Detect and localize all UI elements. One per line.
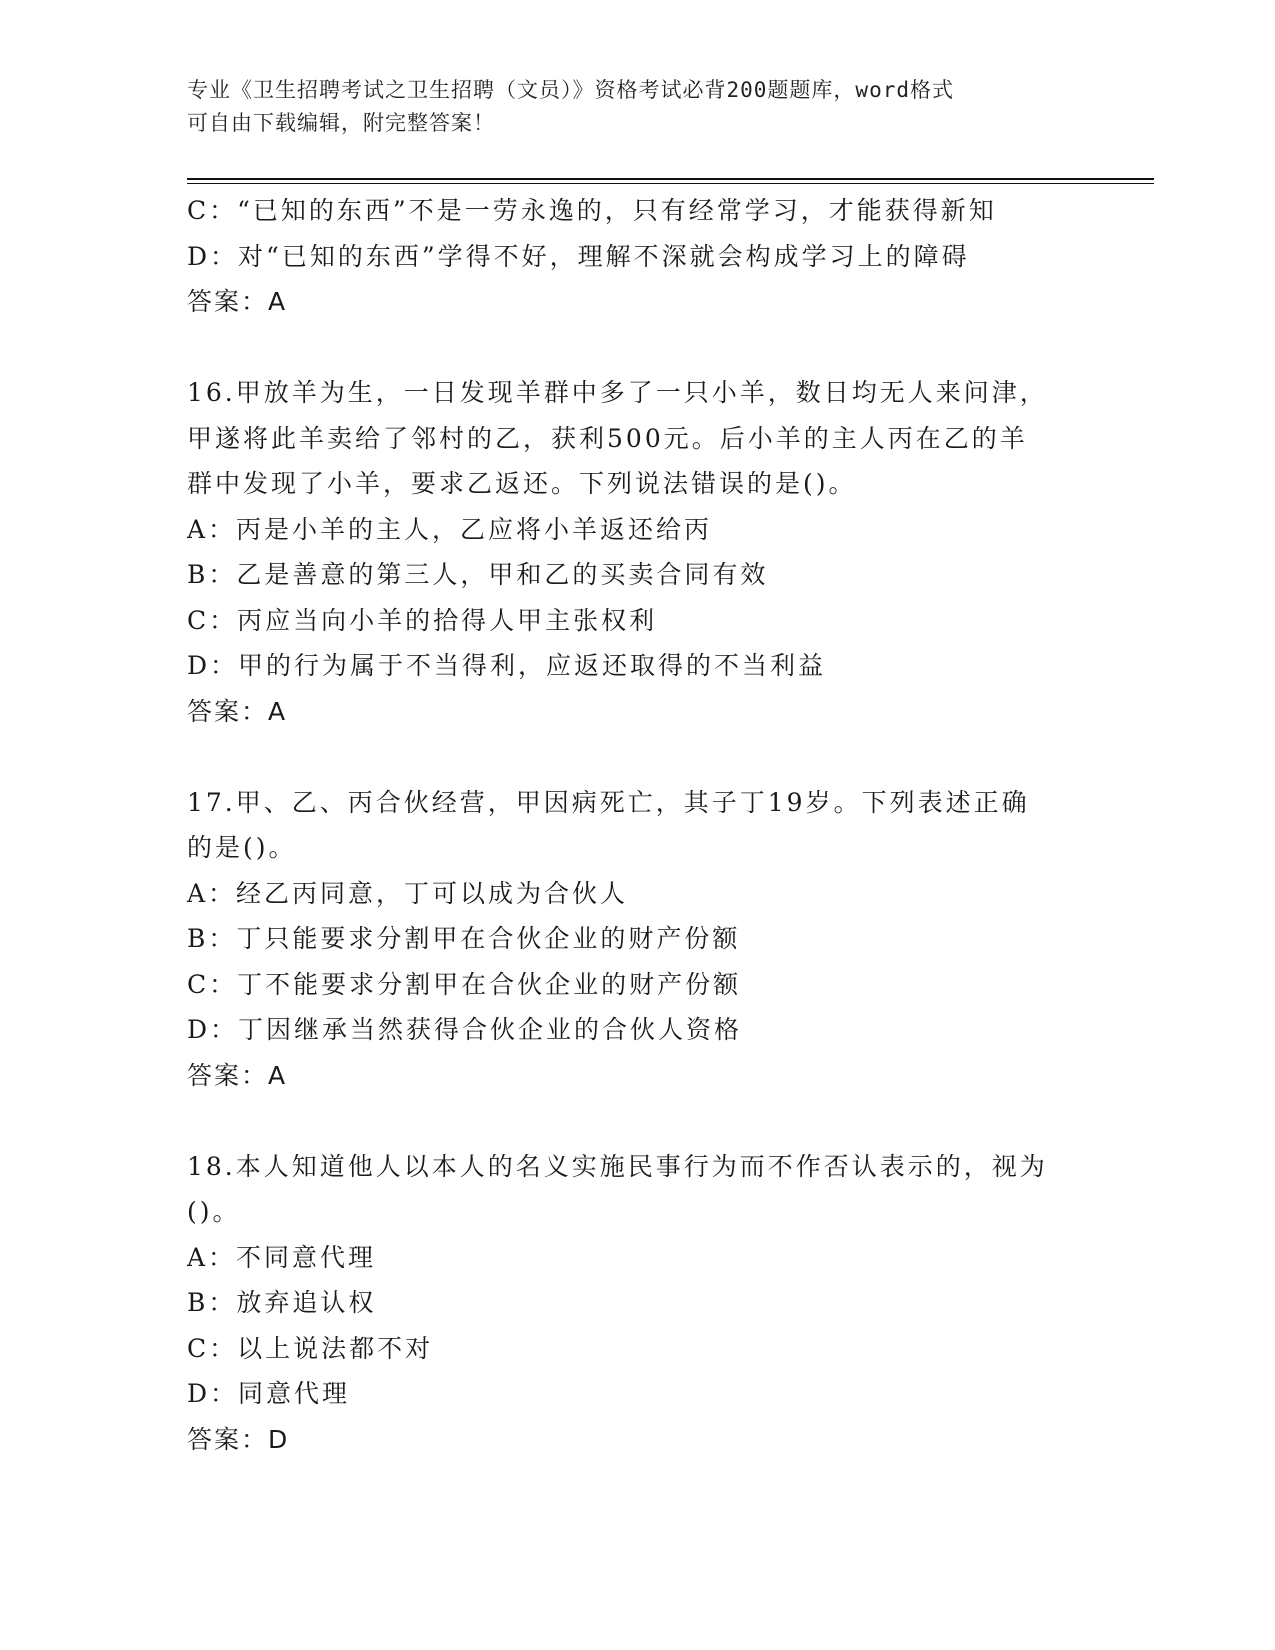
option-a: A：不同意代理 [187,1242,377,1272]
document-header [187,74,1067,140]
question-18 [187,1144,1087,1463]
answer: 答案：A [187,287,288,316]
question-16 [187,370,1087,734]
option-b: B：乙是善意的第三人，甲和乙的买卖合同有效 [187,560,769,589]
option-b: B：放弃追认权 [187,1288,377,1317]
question-stem: 的是()。 [187,833,297,862]
answer: 答案：A [187,696,288,726]
option-d: D：丁因继承当然获得合伙企业的合伙人资格 [187,1015,743,1044]
header-rule-thick [187,178,1154,180]
header-line-2: 可自由下载编辑，附完整答案！ [187,111,495,135]
answer: 答案：D [187,1424,290,1454]
question-stem: 甲遂将此羊卖给了邻村的乙，获利500元。后小羊的主人丙在乙的羊 [187,423,1028,453]
question-stem: 群中发现了小羊，要求乙返还。下列说法错误的是()。 [187,469,857,498]
option-d: D：同意代理 [187,1379,351,1408]
header-rule-thin [187,183,1154,184]
option-c: C：以上说法都不对 [187,1333,434,1363]
question-17 [187,780,1087,1099]
question-stem: 17.甲、乙、丙合伙经营，甲因病死亡，其子丁19岁。下列表述正确 [187,787,1030,817]
option-a: A：丙是小羊的主人，乙应将小羊返还给丙 [187,514,713,544]
answer: 答案：A [187,1060,288,1090]
option-c: C：丁不能要求分割甲在合伙企业的财产份额 [187,969,742,999]
spacer [187,734,1087,780]
option-a: A：经乙丙同意，丁可以成为合伙人 [187,878,629,908]
question-list [187,188,1087,1462]
spacer [187,325,1087,371]
question-stem: 16.甲放羊为生，一日发现羊群中多了一只小羊，数日均无人来问津， [187,378,1048,407]
option-c: C：“已知的东西”不是一劳永逸的，只有经常学习，才能获得新知 [187,196,997,225]
header-line-1: 专业《卫生招聘考试之卫生招聘（文员）》资格考试必背200题题库，word格式 [187,78,954,102]
spacer [187,1098,1087,1144]
question-stem: 18.本人知道他人以本人的名义实施民事行为而不作否认表示的，视为 [187,1151,1048,1181]
question-stem: ()。 [187,1197,241,1226]
option-d: D：甲的行为属于不当得利，应返还取得的不当利益 [187,651,827,680]
question-15 [187,188,1087,325]
option-b: B：丁只能要求分割甲在合伙企业的财产份额 [187,924,741,953]
option-d: D：对“已知的东西”学得不好，理解不深就会构成学习上的障碍 [187,241,970,271]
option-c: C：丙应当向小羊的拾得人甲主张权利 [187,605,658,635]
